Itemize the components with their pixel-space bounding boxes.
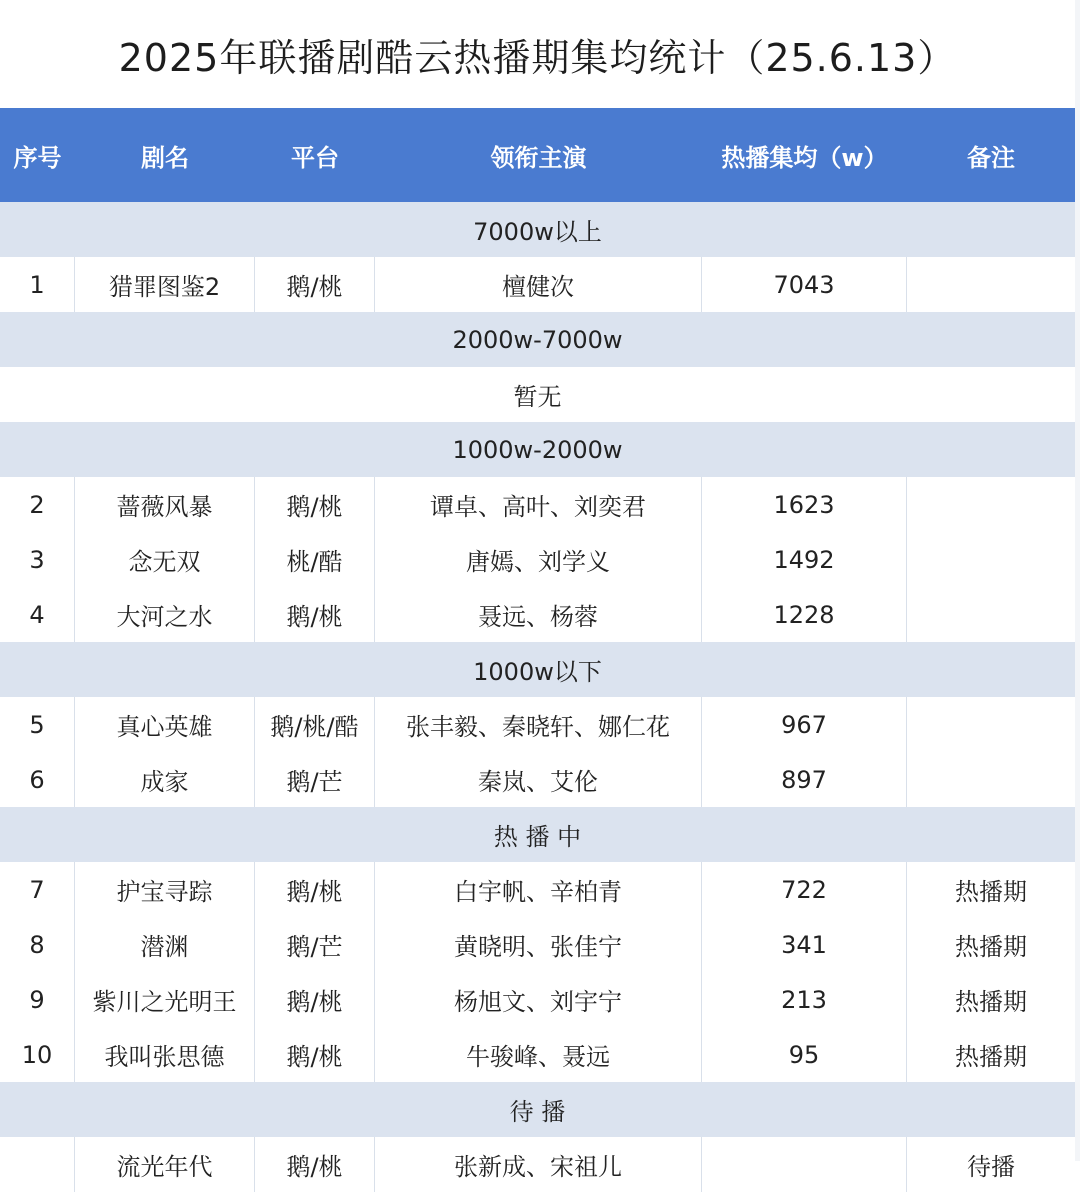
cell-avg: 722 (702, 862, 907, 917)
table-row (0, 257, 1075, 312)
page-title: 2025年联播剧酷云热播期集均统计（25.6.13） (118, 35, 957, 80)
cell-name: 猎罪图鉴2 (75, 257, 255, 312)
cell-avg: 897 (702, 752, 907, 807)
cell-note: 热播期 (955, 878, 1027, 906)
cell-index: 3 (0, 532, 75, 587)
cell-name: 我叫张思德 (75, 1027, 255, 1082)
cell-avg: 95 (702, 1027, 907, 1082)
cell-note: 热播期 (955, 933, 1027, 961)
cell-cast: 张丰毅、秦晓轩、娜仁花 (375, 697, 702, 752)
cell-name: 念无双 (75, 532, 255, 587)
cell-platform: 鹅/桃 (255, 257, 375, 312)
cell-cast: 黄晓明、张佳宁 (375, 917, 702, 972)
header-note: 备注 (967, 143, 1015, 172)
cell-platform: 桃/酷 (255, 532, 375, 587)
table-row (0, 532, 1075, 587)
cell-index: 5 (0, 697, 75, 752)
cell-index: 2 (0, 477, 75, 532)
section-1000w-2000w: 1000w-2000w (0, 422, 1075, 477)
cell-platform: 鹅/桃 (255, 862, 375, 917)
page-edge (1075, 0, 1080, 1161)
table-row (0, 1027, 1075, 1082)
table-row (0, 587, 1075, 642)
cell-platform: 鹅/芒 (255, 917, 375, 972)
cell-index: 7 (0, 862, 75, 917)
cell-platform: 鹅/桃 (255, 1027, 375, 1082)
cell-cast: 聂远、杨蓉 (375, 587, 702, 642)
stats-table (0, 108, 1075, 1192)
cell-note (907, 697, 1075, 752)
cell-platform: 鹅/桃 (255, 477, 375, 532)
cell-cast: 秦岚、艾伦 (375, 752, 702, 807)
section-airing: 热 播 中 (0, 807, 1075, 862)
cell-avg: 967 (702, 697, 907, 752)
cell-index: 8 (0, 917, 75, 972)
cell-index: 9 (0, 972, 75, 1027)
cell-cast: 檀健次 (375, 257, 702, 312)
cell-platform: 鹅/桃 (255, 587, 375, 642)
cell-cast: 唐嫣、刘学义 (375, 532, 702, 587)
cell-cast: 白宇帆、辛柏青 (375, 862, 702, 917)
cell-index: 4 (0, 587, 75, 642)
table-row (0, 1137, 1075, 1192)
cell-note (907, 752, 1075, 807)
cell-note (907, 257, 1075, 312)
table-header (0, 108, 1075, 202)
cell-note: 热播期 (955, 1043, 1027, 1071)
cell-avg: 1623 (702, 477, 907, 532)
cell-avg: 213 (702, 972, 907, 1027)
cell-platform: 鹅/芒 (255, 752, 375, 807)
header-name: 剧名 (141, 143, 189, 172)
cell-cast: 张新成、宋祖儿 (375, 1137, 702, 1192)
cell-platform: 鹅/桃 (255, 1137, 375, 1192)
cell-cast: 杨旭文、刘宇宁 (375, 972, 702, 1027)
section-empty-note: 暂无 (0, 367, 1075, 422)
cell-cast: 谭卓、高叶、刘奕君 (375, 477, 702, 532)
cell-avg: 1492 (702, 532, 907, 587)
cell-index: 6 (0, 752, 75, 807)
table-row (0, 477, 1075, 532)
cell-name: 真心英雄 (75, 697, 255, 752)
cell-name: 紫川之光明王 (75, 972, 255, 1027)
cell-avg: 7043 (702, 257, 907, 312)
cell-note (907, 477, 1075, 532)
cell-name: 蔷薇风暴 (75, 477, 255, 532)
cell-platform: 鹅/桃 (255, 972, 375, 1027)
cell-note: 热播期 (955, 988, 1027, 1016)
cell-avg: 1228 (702, 587, 907, 642)
cell-index (0, 1137, 75, 1192)
header-cast: 领衔主演 (490, 143, 587, 172)
cell-platform: 鹅/桃/酷 (255, 697, 375, 752)
section-upcoming: 待 播 (0, 1082, 1075, 1137)
section-2000w-7000w: 2000w-7000w (0, 312, 1075, 367)
table-row (0, 752, 1075, 807)
cell-name: 流光年代 (75, 1137, 255, 1192)
cell-avg (702, 1137, 907, 1192)
cell-note: 待播 (967, 1153, 1015, 1181)
table-row (0, 697, 1075, 752)
cell-index: 10 (0, 1027, 75, 1082)
table-row (0, 862, 1075, 917)
section-1000w-below: 1000w以下 (0, 642, 1075, 697)
cell-avg: 341 (702, 917, 907, 972)
header-avg: 热播集均（w） (721, 143, 888, 172)
cell-name: 成家 (75, 752, 255, 807)
cell-index: 1 (0, 257, 75, 312)
cell-note (907, 587, 1075, 642)
cell-name: 潜渊 (75, 917, 255, 972)
header-index: 序号 (13, 143, 62, 172)
section-7000w-above: 7000w以上 (0, 202, 1075, 257)
cell-note (907, 532, 1075, 587)
header-platform: 平台 (291, 143, 339, 172)
cell-name: 护宝寻踪 (75, 862, 255, 917)
table-row (0, 972, 1075, 1027)
cell-cast: 牛骏峰、聂远 (375, 1027, 702, 1082)
table-row (0, 917, 1075, 972)
cell-name: 大河之水 (75, 587, 255, 642)
